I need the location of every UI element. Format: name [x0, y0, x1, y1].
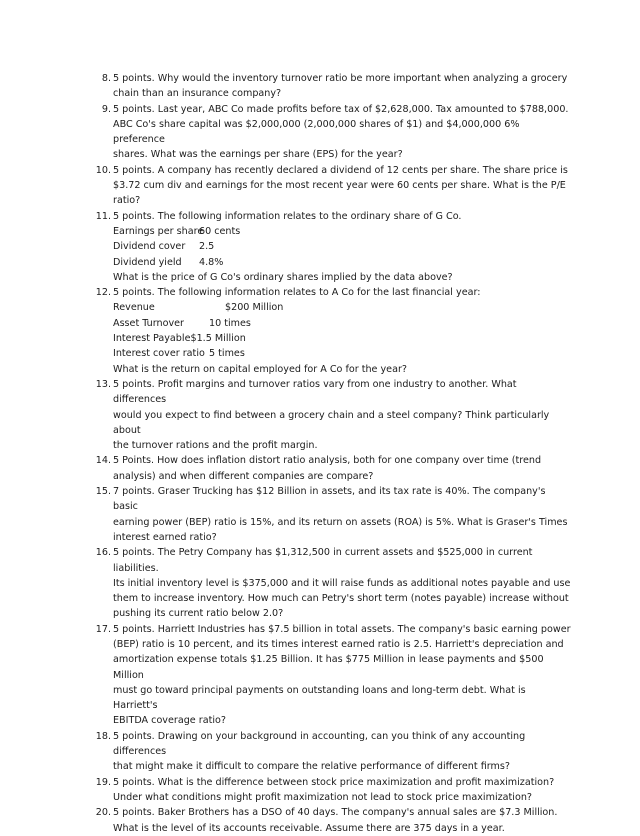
- question-line: Under what conditions might profit maximization not lead to stock price maximization?: [113, 791, 532, 803]
- question-line: the turnover rations and the profit margin.: [113, 440, 318, 452]
- question-19: [92, 775, 572, 806]
- question-number: 15.: [95, 486, 111, 498]
- question-20: [92, 805, 572, 836]
- question-line: shares. What was the earnings per share (EPS) for the year?: [113, 149, 403, 161]
- question-intro: 5 points. The following information relates to the ordinary share of G Co.: [113, 210, 462, 222]
- question-line: amortization expense totals $1.25 Billion. It has $775 Million in lease payments and $500 Million: [113, 654, 544, 681]
- question-number: 16.: [95, 547, 111, 559]
- data-value: $1.5 Million: [190, 333, 246, 345]
- question-number: 19.: [95, 776, 111, 788]
- question-number: 10.: [95, 164, 111, 176]
- question-line: ratio?: [113, 195, 141, 207]
- question-line: (BEP) ratio is 10 percent, and its times interest earned ratio is 2.5. Harriett's depreciation and: [113, 638, 564, 650]
- question-intro: 5 points. The following information relates to A Co for the last financial year:: [113, 287, 481, 299]
- question-line: What is the level of its accounts receivable. Assume there are 375 days in a year.: [113, 822, 505, 834]
- question-number: 8.: [101, 73, 111, 84]
- question-number: 11.: [95, 210, 111, 222]
- question-line: 5 points. Why would the inventory turnover ratio be more important when analyzing a grocery: [113, 73, 568, 84]
- question-line: chain than an insurance company?: [113, 88, 282, 100]
- question-number: 17.: [95, 623, 111, 635]
- question-outro: What is the return on capital employed for A Co for the year?: [113, 363, 408, 375]
- data-label: Interest cover ratio: [113, 348, 205, 360]
- question-17: [92, 622, 572, 729]
- data-label: Interest Payable: [113, 333, 191, 345]
- question-line: must go toward principal payments on outstanding loans and long-term debt. What is Harriett's: [113, 684, 526, 712]
- question-line: 5 points. Baker Brothers has a DSO of 40 days. The company's annual sales are $7.3 Million.: [113, 807, 558, 819]
- question-list: [92, 71, 572, 836]
- question-line: pushing its current ratio below 2.0?: [113, 608, 284, 620]
- question-number: 14.: [95, 455, 111, 467]
- question-number: 9.: [101, 103, 111, 115]
- data-value: 5 times: [209, 348, 245, 360]
- question-line: ABC Co's share capital was $2,000,000 (2,000,000 shares of $1) and $4,000,000 6% preference: [113, 118, 520, 146]
- question-line: 5 points. Harriett Industries has $7.5 billion in total assets. The company's basic earning power: [113, 623, 571, 635]
- question-line: that might make it difficult to compare the relative performance of different firms?: [113, 761, 510, 773]
- data-row: [113, 331, 572, 346]
- question-line: $3.72 cum div and earnings for the most recent year were 60 cents per share. What is the P/E: [113, 180, 566, 192]
- question-line: 7 points. Graser Trucking has $12 Billion in assets, and its tax rate is 40%. The company's basic: [113, 486, 546, 513]
- data-row: [113, 255, 572, 270]
- question-line: them to increase inventory. How much can Petry's short term (notes payable) increase without: [113, 593, 569, 605]
- data-row: [113, 316, 572, 331]
- question-12: [92, 285, 572, 377]
- question-line: analysis) and when different companies are compare?: [113, 470, 374, 482]
- question-14: [92, 453, 572, 484]
- data-label: Dividend cover: [113, 241, 186, 253]
- data-label: Asset Turnover: [113, 317, 185, 329]
- data-label: Revenue: [113, 302, 155, 314]
- question-line: 5 points. What is the difference between stock price maximization and profit maximization?: [113, 776, 555, 788]
- question-line: interest earned ratio?: [113, 531, 217, 543]
- question-10: [92, 163, 572, 209]
- question-line: 5 points. Drawing on your background in accounting, can you think of any accounting differences: [113, 730, 526, 758]
- question-outro: What is the price of G Co's ordinary shares implied by the data above?: [113, 271, 453, 283]
- question-11: [92, 209, 572, 285]
- data-value: $200 Million: [225, 302, 284, 314]
- question-number: 20.: [95, 807, 111, 819]
- question-8: [92, 71, 572, 102]
- question-9: [92, 102, 572, 163]
- question-13: [92, 377, 572, 453]
- question-line: EBITDA coverage ratio?: [113, 715, 226, 727]
- question-line: Its initial inventory level is $375,000 and it will raise funds as additional notes payable and use: [113, 577, 571, 589]
- question-number: 13.: [95, 378, 111, 390]
- question-number: 18.: [95, 730, 111, 742]
- question-line: 5 points. Profit margins and turnover ratios vary from one industry to another. What differences: [113, 378, 517, 406]
- data-row: [113, 300, 572, 315]
- data-value: 4.8%: [199, 256, 224, 268]
- question-line: earning power (BEP) ratio is 15%, and its return on assets (ROA) is 5%. What is Graser's Times: [113, 516, 568, 528]
- data-value: 10 times: [209, 317, 251, 329]
- data-row: [113, 224, 572, 239]
- question-16: [92, 545, 572, 621]
- question-line: 5 points. The Petry Company has $1,312,500 in current assets and $525,000 in current liabilities.: [113, 547, 533, 574]
- data-row: [113, 239, 572, 254]
- data-row: [113, 346, 572, 361]
- question-line: 5 points. Last year, ABC Co made profits before tax of $2,628,000. Tax amounted to $788,000.: [113, 103, 569, 115]
- question-line: 5 points. A company has recently declared a dividend of 12 cents per share. The share price is: [113, 164, 568, 176]
- question-line: 5 Points. How does inflation distort ratio analysis, both for one company over time (trend: [113, 455, 542, 467]
- question-18: [92, 729, 572, 775]
- data-value: 2.5: [199, 241, 215, 253]
- data-value: 60 cents: [199, 225, 241, 237]
- question-number: 12.: [95, 287, 111, 299]
- data-label: Earnings per share: [113, 225, 204, 237]
- question-15: [92, 484, 572, 545]
- data-label: Dividend yield: [113, 256, 182, 268]
- question-line: would you expect to find between a grocery chain and a steel company? Think particularly about: [113, 409, 550, 436]
